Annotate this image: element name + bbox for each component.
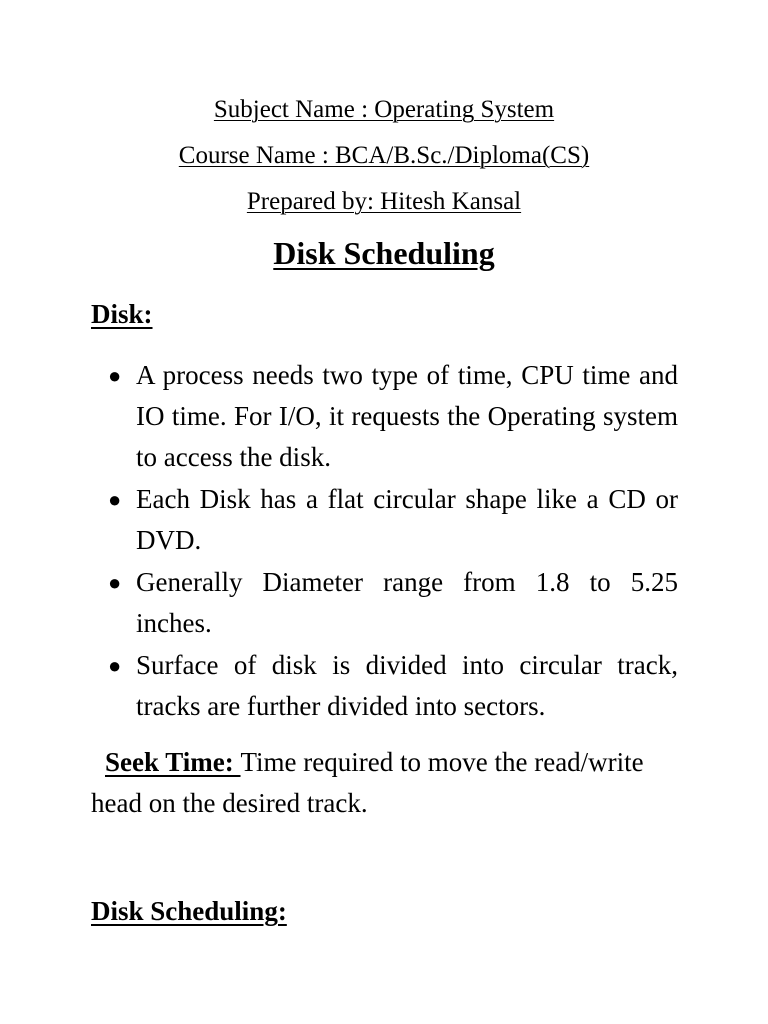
disk-bullet-list xyxy=(104,355,678,728)
page-title-text: Disk Scheduling xyxy=(273,235,495,271)
bullet-icon: ● xyxy=(108,653,122,678)
list-item xyxy=(104,562,678,644)
prepared-by-line xyxy=(0,187,768,217)
list-item xyxy=(104,645,678,727)
list-item xyxy=(104,479,678,561)
bullet-icon: ● xyxy=(108,487,122,512)
disk-heading: Disk: xyxy=(91,299,153,329)
course-name-line xyxy=(0,141,768,171)
seek-time-paragraph xyxy=(91,742,691,824)
page-title xyxy=(0,234,768,272)
course-name-text: Course Name : BCA/B.Sc./Diploma(CS) xyxy=(178,142,590,169)
bullet-text: Each Disk has a flat circular shape like a CD or DVD. xyxy=(136,484,678,555)
disk-scheduling-heading: Disk Scheduling: xyxy=(91,896,287,926)
bullet-text: Surface of disk is divided into circular track, tracks are further divided into sectors. xyxy=(136,650,678,721)
bullet-text: Generally Diameter range from 1.8 to 5.25 inches. xyxy=(136,567,678,638)
bullet-text: A process needs two type of time, CPU time and IO time. For I/O, it requests the Operating system to access the disk. xyxy=(136,360,678,472)
seek-time-text: Time required to move the read/write head on the desired track. xyxy=(91,747,644,818)
bullet-icon: ● xyxy=(108,363,122,388)
subject-name-line xyxy=(0,95,768,125)
seek-time-label: Seek Time: xyxy=(105,747,241,777)
prepared-by-text: Prepared by: Hitesh Kansal xyxy=(246,188,522,215)
list-item xyxy=(104,355,678,478)
subject-name-text: Subject Name : Operating System xyxy=(213,96,555,123)
bullet-icon: ● xyxy=(108,570,122,595)
